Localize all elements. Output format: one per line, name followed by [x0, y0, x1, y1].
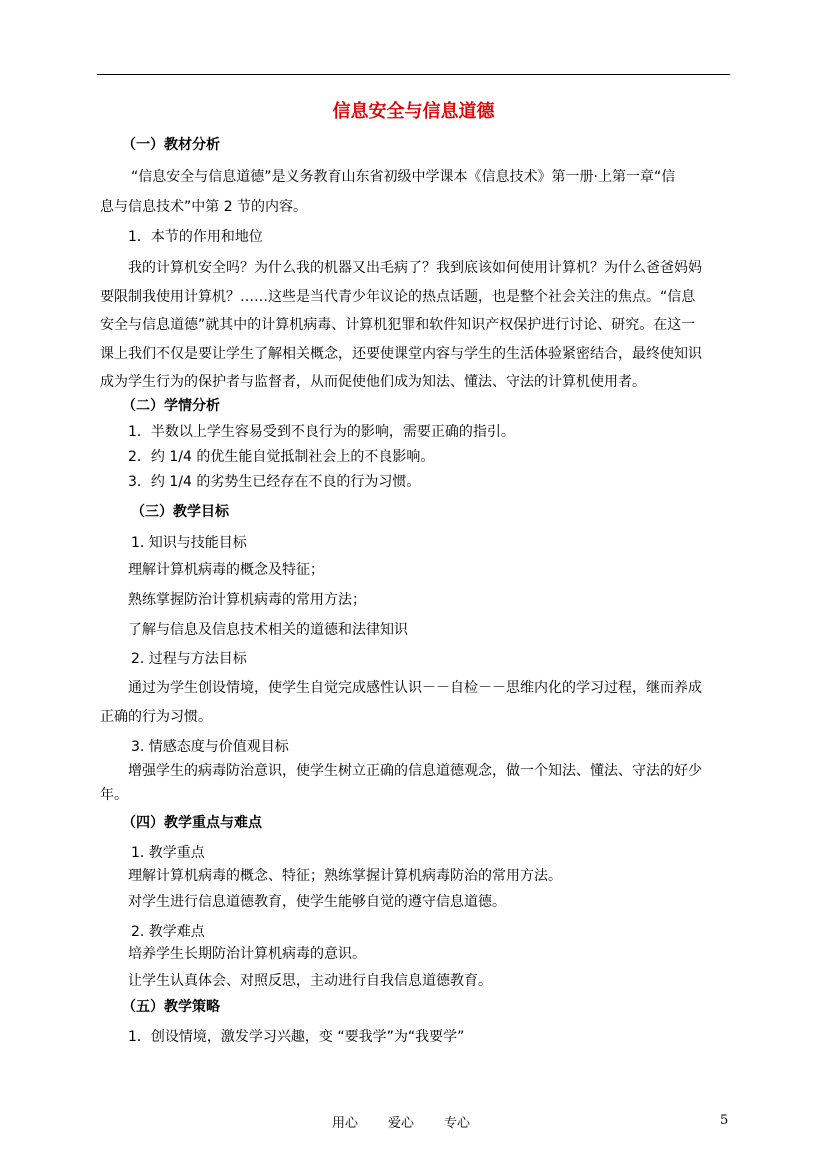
- paragraph-line: 了解与信息及信息技术相关的道德和法律知识: [128, 622, 408, 638]
- paragraph-line: 培养学生长期防治计算机病毒的意识。: [128, 946, 366, 962]
- subheading: 2. 过程与方法目标: [131, 651, 247, 667]
- paragraph-line: 课上我们不仅是要让学生了解相关概念，还要使课堂内容与学生的生活体验紧密结合，最终使知识: [100, 346, 702, 362]
- list-item: 1．半数以上学生容易受到不良行为的影响，需要正确的指引。: [128, 424, 515, 440]
- paragraph-line: 我的计算机安全吗？为什么我的机器又出毛病了？我到底该如何使用计算机？为什么爸爸妈妈: [128, 260, 702, 276]
- paragraph-line: 成为学生行为的保护者与监督者，从而促使他们成为知法、懂法、守法的计算机使用者。: [100, 374, 646, 390]
- list-item: 3．约 1/4 的劣势生已经存在不良的行为习惯。: [128, 474, 421, 490]
- paragraph-line: 息与信息技术”中第 2 节的内容。: [100, 199, 308, 215]
- paragraph-line: 正确的行为习惯。: [100, 709, 212, 725]
- paragraph-line: “信息安全与信息道德”是义务教育山东省初级中学课本《信息技术》第一册·上第一章“信: [131, 169, 676, 185]
- paragraph-line: 安全与信息道德”就其中的计算机病毒、计算机犯罪和软件知识产权保护进行讨论、研究。在这一: [100, 317, 696, 333]
- paragraph-line: 要限制我使用计算机？……这些是当代青少年议论的热点话题，也是整个社会关注的焦点。“信息: [100, 289, 696, 305]
- header-rule: [97, 74, 730, 75]
- subheading: 2. 教学难点: [131, 924, 205, 940]
- paragraph-line: 增强学生的病毒防治意识，使学生树立正确的信息道德观念，做一个知法、懂法、守法的好少: [128, 763, 702, 779]
- section-heading: （二）学情分析: [122, 398, 220, 414]
- paragraph-line: 年。: [100, 787, 128, 803]
- paragraph-line: 通过为学生创设情境，使学生自觉完成感性认识－－自检－－思维内化的学习过程，继而养成: [128, 680, 702, 696]
- page-number: 5: [720, 1113, 729, 1128]
- footer-text: 用心: [332, 1116, 359, 1131]
- subheading: 1. 教学重点: [131, 845, 205, 861]
- section-heading: （三）教学目标: [131, 504, 229, 520]
- footer-text: 专心: [444, 1116, 471, 1131]
- subheading: 1. 知识与技能目标: [131, 535, 247, 551]
- paragraph-line: 让学生认真体会、对照反思，主动进行自我信息道德教育。: [128, 973, 492, 989]
- section-heading: （五）教学策略: [122, 999, 220, 1015]
- paragraph-line: 熟练掌握防治计算机病毒的常用方法；: [128, 592, 366, 608]
- subheading: 3. 情感态度与价值观目标: [131, 739, 289, 755]
- subheading: 1．本节的作用和地位: [128, 229, 263, 245]
- section-heading: （一）教材分析: [122, 137, 220, 153]
- paragraph-line: 理解计算机病毒的概念、特征；熟练掌握计算机病毒防治的常用方法。: [128, 868, 562, 884]
- list-item: 2．约 1/4 的优生能自觉抵制社会上的不良影响。: [128, 449, 435, 465]
- footer-text: 爱心: [388, 1116, 415, 1131]
- document-title: 信息安全与信息道德: [332, 101, 495, 122]
- list-item: 1．创设情境，激发学习兴趣，变 “要我学”为“我要学”: [128, 1029, 465, 1045]
- paragraph-line: 对学生进行信息道德教育，使学生能够自觉的遵守信息道德。: [128, 894, 506, 910]
- section-heading: （四）教学重点与难点: [122, 815, 262, 831]
- paragraph-line: 理解计算机病毒的概念及特征；: [128, 562, 324, 578]
